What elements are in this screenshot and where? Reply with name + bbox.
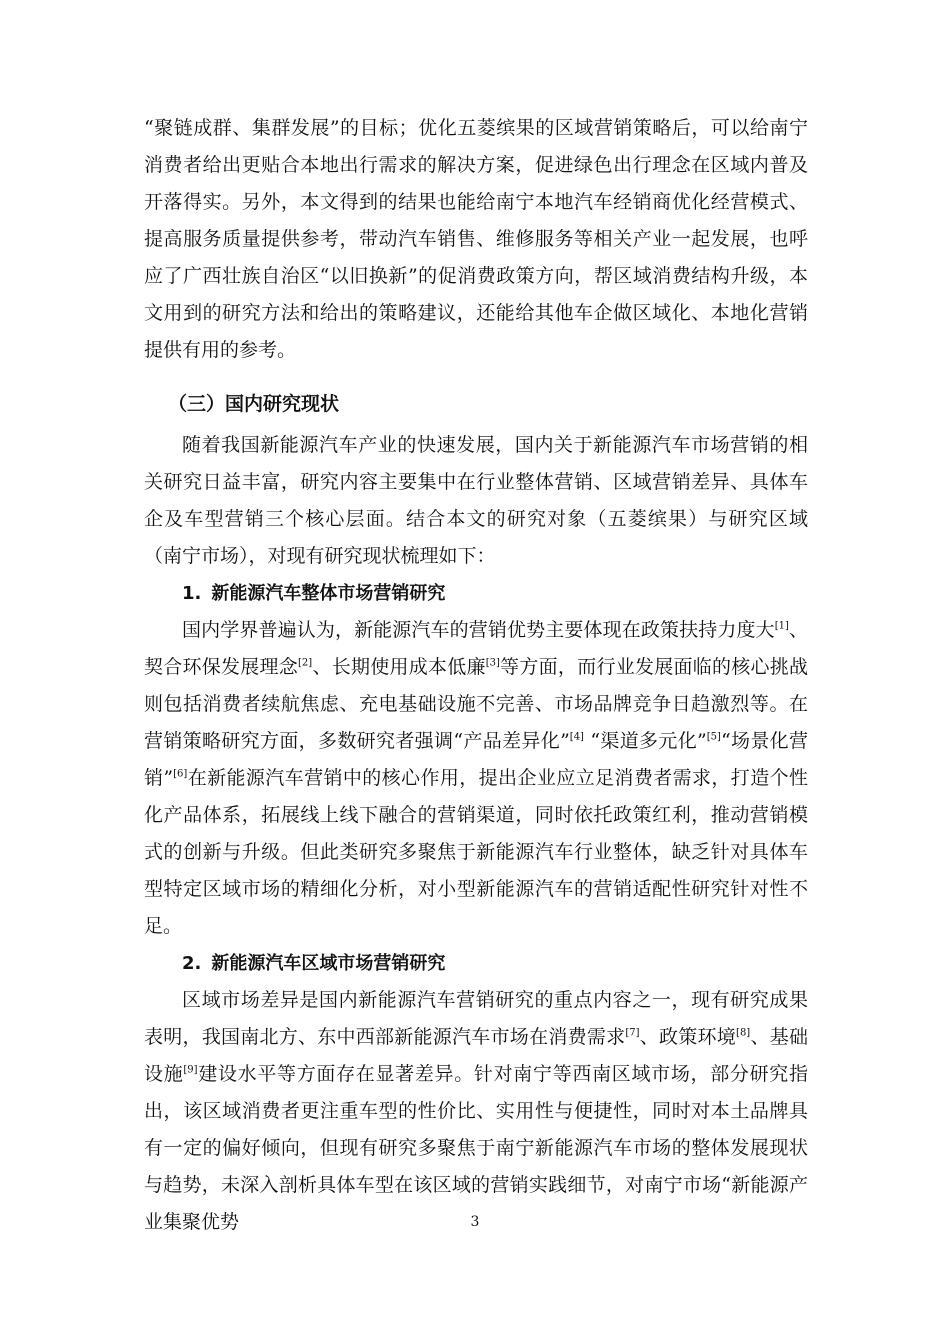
page-body <box>144 110 808 1241</box>
text-run: 、契合环保发展理念 <box>144 619 808 678</box>
intro-paragraph: 随着我国新能源汽车产业的快速发展，国内关于新能源汽车市场营销的相关研究日益丰富，研究内容主要集中在行业整体营销、区域营销差异、具体车企及车型营销三个核心层面。结合本文的研究对象（五菱缤果）与研究区域（南宁市场），对现有研究现状梳理如下： <box>144 434 808 567</box>
text-run: 、长期使用成本低廉 <box>312 656 486 678</box>
page-number: 3 <box>470 1214 480 1230</box>
section-heading: （三）国内研究现状 <box>168 393 340 415</box>
paragraph-regional-market <box>144 982 808 1241</box>
text-run: 建设水平等方面存在显著差异。针对南宁等西南区域市场，部分研究指出，该区域消费者更注重车型的性价比、实用性与便捷性，同时对本土品牌具有一定的偏好倾向，但现有研究多聚焦于南宁新能源汽车市场的整体发展现状与趋势，未深入剖析具体车型在该区域的营销实践细节，对南宁市场“新能源产业集聚优势 <box>144 1063 808 1233</box>
text-run: 在新能源汽车营销中的核心作用，提出企业应立足消费者需求，打造个性化产品体系，拓展线上线下融合的营销渠道，同时依托政策红利，推动营销模式的创新与升级。但此类研究多聚焦于新能源汽车行业整体，缺乏针对具体车型特定区域市场的精细化分析，对小型新能源汽车的营销适配性研究针对性不足。 <box>144 767 808 937</box>
subsection-title: 新能源汽车整体市场营销研究 <box>211 583 446 604</box>
citation: [5] <box>706 731 721 743</box>
citation: [9] <box>183 1064 198 1076</box>
citation: [2] <box>298 657 313 669</box>
text-run: “场景化营销” <box>144 730 809 789</box>
text-run: “渠道多元化” <box>583 730 707 752</box>
citation: [6] <box>173 768 188 780</box>
continued-paragraph: “聚链成群、集群发展”的目标；优化五菱缤果的区域营销策略后，可以给南宁消费者给出更贴合本地出行需求的解决方案，促进绿色出行理念在区域内普及开落得实。另外，本文得到的结果也能给南宁本地汽车经销商优化经营模式、提高服务质量提供参考，带动汽车销售、维修服务等相关产业一起发展，也呼应了广西壮族自治区“以旧换新”的促消费政策方向，帮区域消费结构升级，本文用到的研究方法和给出的策略建议，还能给其他车企做区域化、本地化营销提供有用的参考。 <box>144 117 808 361</box>
text-run: 、政策环境 <box>639 1026 737 1048</box>
citation: [1] <box>774 620 789 632</box>
text-run: 国内学界普遍认为，新能源汽车的营销优势主要体现在政策扶持力度大 <box>182 619 775 641</box>
subsection-heading-1 <box>144 575 808 612</box>
subsection-heading-2 <box>144 945 808 982</box>
subsection-number: 1. <box>182 583 202 604</box>
citation: [4] <box>569 731 584 743</box>
paragraph-overall-market <box>144 612 808 945</box>
citation: [3] <box>485 657 500 669</box>
citation: [7] <box>625 1027 640 1039</box>
subsection-title: 新能源汽车区域市场营销研究 <box>211 953 446 974</box>
subsection-number: 2. <box>182 953 202 974</box>
text-run: 等方面，而行业发展面临的核心挑战则包括消费者续航焦虑、充电基础设施不完善、市场品牌竞争日趋激烈等。在营销策略研究方面，多数研究者强调“产品差异化” <box>144 656 808 752</box>
citation: [8] <box>736 1027 751 1039</box>
text-run: 、基础设施 <box>144 1026 808 1085</box>
text-run: 区域市场差异是国内新能源汽车营销研究的重点内容之一，现有研究成果表明，我国南北方、东中西部新能源汽车市场在消费需求 <box>144 989 808 1048</box>
